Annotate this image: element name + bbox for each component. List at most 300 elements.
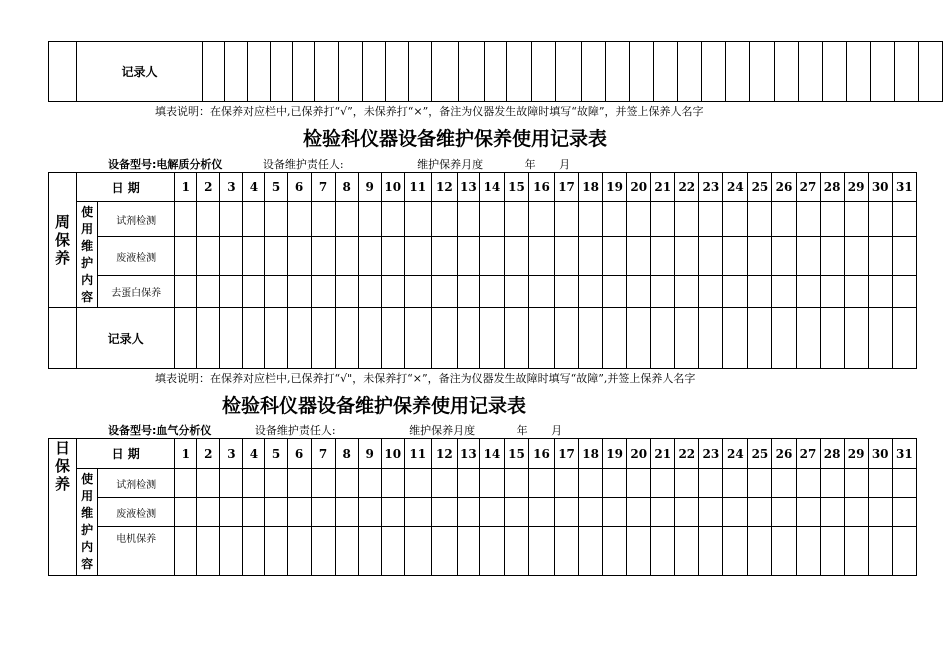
day-cell[interactable] xyxy=(197,276,220,308)
day-cell[interactable] xyxy=(265,202,287,237)
day-cell[interactable] xyxy=(335,469,358,498)
day-cell[interactable] xyxy=(823,42,847,102)
day-cell[interactable] xyxy=(197,527,220,576)
day-cell[interactable] xyxy=(175,202,197,237)
day-cell[interactable] xyxy=(381,237,404,276)
day-cell[interactable] xyxy=(265,237,287,276)
day-cell[interactable] xyxy=(457,308,479,369)
day-cell[interactable] xyxy=(579,527,603,576)
day-cell[interactable] xyxy=(579,276,603,308)
day-cell[interactable] xyxy=(528,527,554,576)
day-cell[interactable] xyxy=(651,276,675,308)
day-cell[interactable] xyxy=(358,237,381,276)
day-cell[interactable] xyxy=(868,202,892,237)
day-cell[interactable] xyxy=(457,498,479,527)
day-number: 16 xyxy=(528,439,554,469)
empty-cell xyxy=(49,42,77,102)
day-cell[interactable] xyxy=(220,202,243,237)
day-cell[interactable] xyxy=(844,469,868,498)
day-cell[interactable] xyxy=(203,42,225,102)
day-cell[interactable] xyxy=(723,237,748,276)
day-cell[interactable] xyxy=(723,202,748,237)
day-cell[interactable] xyxy=(504,202,528,237)
day-number: 18 xyxy=(579,439,603,469)
day-cell[interactable] xyxy=(479,469,504,498)
day-cell[interactable] xyxy=(404,469,431,498)
day-cell[interactable] xyxy=(265,276,287,308)
maintenance-month-label: 维护保养月度 xyxy=(409,424,476,437)
day-cell[interactable] xyxy=(796,276,820,308)
day-cell[interactable] xyxy=(582,42,606,102)
date-label: 日 期 xyxy=(77,173,175,202)
day-cell[interactable] xyxy=(504,276,528,308)
day-cell[interactable] xyxy=(457,202,479,237)
day-cell[interactable] xyxy=(175,237,197,276)
day-cell[interactable] xyxy=(555,237,579,276)
day-cell[interactable] xyxy=(799,42,823,102)
day-cell[interactable] xyxy=(723,469,748,498)
day-cell[interactable] xyxy=(820,237,844,276)
day-cell[interactable] xyxy=(431,469,457,498)
day-cell[interactable] xyxy=(555,308,579,369)
day-cell[interactable] xyxy=(248,42,271,102)
day-cell[interactable] xyxy=(892,527,916,576)
day-number: 29 xyxy=(844,439,868,469)
maintenance-item-row xyxy=(49,237,917,276)
day-number: 8 xyxy=(335,439,358,469)
day-cell[interactable] xyxy=(243,498,265,527)
day-cell[interactable] xyxy=(532,42,556,102)
day-cell[interactable] xyxy=(579,308,603,369)
day-cell[interactable] xyxy=(723,308,748,369)
day-cell[interactable] xyxy=(339,42,363,102)
day-cell[interactable] xyxy=(175,498,197,527)
day-cell[interactable] xyxy=(431,308,457,369)
date-label: 日 期 xyxy=(77,439,175,469)
day-number: 7 xyxy=(311,173,335,202)
day-cell[interactable] xyxy=(748,276,772,308)
day-cell[interactable] xyxy=(243,469,265,498)
day-cell[interactable] xyxy=(627,527,651,576)
day-cell[interactable] xyxy=(678,42,702,102)
day-cell[interactable] xyxy=(220,308,243,369)
day-cell[interactable] xyxy=(895,42,919,102)
day-cell[interactable] xyxy=(271,42,293,102)
day-cell[interactable] xyxy=(699,498,723,527)
day-cell[interactable] xyxy=(748,498,772,527)
day-cell[interactable] xyxy=(528,469,554,498)
day-number: 1 xyxy=(175,439,197,469)
day-cell[interactable] xyxy=(796,498,820,527)
day-cell[interactable] xyxy=(820,276,844,308)
day-cell[interactable] xyxy=(528,308,554,369)
day-cell[interactable] xyxy=(844,276,868,308)
day-cell[interactable] xyxy=(775,42,799,102)
day-cell[interactable] xyxy=(381,308,404,369)
day-cell[interactable] xyxy=(844,308,868,369)
day-cell[interactable] xyxy=(335,237,358,276)
day-cell[interactable] xyxy=(287,469,311,498)
day-cell[interactable] xyxy=(243,276,265,308)
day-cell[interactable] xyxy=(432,42,459,102)
day-cell[interactable] xyxy=(772,527,796,576)
day-cell[interactable] xyxy=(675,308,699,369)
day-cell[interactable] xyxy=(479,276,504,308)
day-cell[interactable] xyxy=(651,202,675,237)
day-cell[interactable] xyxy=(699,308,723,369)
day-cell[interactable] xyxy=(868,237,892,276)
day-cell[interactable] xyxy=(311,527,335,576)
day-cell[interactable] xyxy=(220,527,243,576)
day-number: 13 xyxy=(457,439,479,469)
day-number: 10 xyxy=(381,439,404,469)
day-cell[interactable] xyxy=(197,237,220,276)
day-cell[interactable] xyxy=(675,237,699,276)
day-cell[interactable] xyxy=(287,276,311,308)
day-number: 21 xyxy=(651,173,675,202)
day-cell[interactable] xyxy=(504,527,528,576)
day-cell[interactable] xyxy=(796,527,820,576)
day-cell[interactable] xyxy=(265,469,287,498)
day-cell[interactable] xyxy=(651,498,675,527)
day-cell[interactable] xyxy=(579,469,603,498)
day-cell[interactable] xyxy=(485,42,507,102)
day-cell[interactable] xyxy=(651,308,675,369)
day-cell[interactable] xyxy=(796,237,820,276)
day-cell[interactable] xyxy=(404,276,431,308)
day-cell[interactable] xyxy=(363,42,386,102)
day-cell[interactable] xyxy=(479,498,504,527)
day-cell[interactable] xyxy=(844,237,868,276)
day-number: 10 xyxy=(381,173,404,202)
day-cell[interactable] xyxy=(404,498,431,527)
day-cell[interactable] xyxy=(265,308,287,369)
day-cell[interactable] xyxy=(579,202,603,237)
day-cell[interactable] xyxy=(627,469,651,498)
day-cell[interactable] xyxy=(431,237,457,276)
day-number: 5 xyxy=(265,439,287,469)
day-cell[interactable] xyxy=(892,276,916,308)
day-cell[interactable] xyxy=(243,308,265,369)
day-cell[interactable] xyxy=(479,308,504,369)
day-cell[interactable] xyxy=(772,276,796,308)
day-cell[interactable] xyxy=(479,527,504,576)
day-cell[interactable] xyxy=(699,527,723,576)
day-cell[interactable] xyxy=(459,42,485,102)
day-cell[interactable] xyxy=(675,202,699,237)
day-cell[interactable] xyxy=(868,527,892,576)
day-cell[interactable] xyxy=(748,527,772,576)
day-cell[interactable] xyxy=(579,237,603,276)
day-cell[interactable] xyxy=(335,308,358,369)
day-cell[interactable] xyxy=(651,237,675,276)
day-cell[interactable] xyxy=(287,527,311,576)
day-number: 5 xyxy=(265,173,287,202)
day-cell[interactable] xyxy=(772,308,796,369)
content-label xyxy=(77,469,98,576)
day-cell[interactable] xyxy=(404,202,431,237)
day-cell[interactable] xyxy=(796,308,820,369)
day-cell[interactable] xyxy=(702,42,726,102)
month-label: 月 xyxy=(551,424,563,437)
day-cell[interactable] xyxy=(528,498,554,527)
day-cell[interactable] xyxy=(579,498,603,527)
day-cell[interactable] xyxy=(335,276,358,308)
day-cell[interactable] xyxy=(651,469,675,498)
day-cell[interactable] xyxy=(197,202,220,237)
day-cell[interactable] xyxy=(654,42,678,102)
daily-maintenance-table xyxy=(48,438,917,576)
day-cell[interactable] xyxy=(225,42,248,102)
day-cell[interactable] xyxy=(603,527,627,576)
day-cell[interactable] xyxy=(358,202,381,237)
day-cell[interactable] xyxy=(197,308,220,369)
day-cell[interactable] xyxy=(404,237,431,276)
day-cell[interactable] xyxy=(311,237,335,276)
day-cell[interactable] xyxy=(504,308,528,369)
period-label xyxy=(49,439,77,576)
day-cell[interactable] xyxy=(358,276,381,308)
day-cell[interactable] xyxy=(748,469,772,498)
day-cell[interactable] xyxy=(892,498,916,527)
day-cell[interactable] xyxy=(748,237,772,276)
day-cell[interactable] xyxy=(675,469,699,498)
day-cell[interactable] xyxy=(750,42,775,102)
day-cell[interactable] xyxy=(287,498,311,527)
day-cell[interactable] xyxy=(892,469,916,498)
day-cell[interactable] xyxy=(404,308,431,369)
day-cell[interactable] xyxy=(315,42,339,102)
day-cell[interactable] xyxy=(699,202,723,237)
day-cell[interactable] xyxy=(311,498,335,527)
day-cell[interactable] xyxy=(479,202,504,237)
day-number: 8 xyxy=(335,173,358,202)
day-number: 30 xyxy=(868,173,892,202)
day-cell[interactable] xyxy=(555,498,579,527)
day-cell[interactable] xyxy=(772,498,796,527)
day-cell[interactable] xyxy=(892,237,916,276)
day-cell[interactable] xyxy=(796,202,820,237)
day-cell[interactable] xyxy=(431,527,457,576)
day-cell[interactable] xyxy=(311,276,335,308)
day-cell[interactable] xyxy=(772,202,796,237)
day-cell[interactable] xyxy=(723,276,748,308)
day-cell[interactable] xyxy=(220,237,243,276)
item-label: 电机保养 xyxy=(98,527,175,576)
day-cell[interactable] xyxy=(504,498,528,527)
day-cell[interactable] xyxy=(287,202,311,237)
recorder-label: 记录人 xyxy=(77,42,203,102)
maintenance-month-label: 维护保养月度 xyxy=(417,158,484,171)
day-cell[interactable] xyxy=(892,202,916,237)
day-cell[interactable] xyxy=(528,276,554,308)
period-label xyxy=(49,173,77,308)
day-number: 4 xyxy=(243,173,265,202)
day-cell[interactable] xyxy=(748,202,772,237)
day-cell[interactable] xyxy=(175,469,197,498)
day-cell[interactable] xyxy=(335,202,358,237)
month-label: 月 xyxy=(559,158,571,171)
day-cell[interactable] xyxy=(820,527,844,576)
day-cell[interactable] xyxy=(868,498,892,527)
day-number: 1 xyxy=(175,173,197,202)
day-cell[interactable] xyxy=(651,527,675,576)
year-label: 年 xyxy=(524,158,536,171)
day-cell[interactable] xyxy=(723,498,748,527)
day-number: 16 xyxy=(528,173,554,202)
day-cell[interactable] xyxy=(820,469,844,498)
day-cell[interactable] xyxy=(555,202,579,237)
fill-instructions: 填表说明：在保养对应栏中,已保养打“√”，未保养打“×”，备注为仪器发生故障时填写“故障”，并签上保养人名字 xyxy=(155,105,704,118)
day-cell[interactable] xyxy=(868,308,892,369)
day-number: 28 xyxy=(820,439,844,469)
item-label: 废液检测 xyxy=(98,498,175,527)
day-cell[interactable] xyxy=(197,498,220,527)
day-cell[interactable] xyxy=(358,308,381,369)
day-cell[interactable] xyxy=(311,308,335,369)
day-number: 13 xyxy=(457,173,479,202)
day-cell[interactable] xyxy=(726,42,750,102)
day-cell[interactable] xyxy=(358,469,381,498)
day-cell[interactable] xyxy=(507,42,532,102)
day-cell[interactable] xyxy=(220,469,243,498)
day-cell[interactable] xyxy=(504,237,528,276)
day-cell[interactable] xyxy=(287,308,311,369)
day-cell[interactable] xyxy=(528,237,554,276)
day-cell[interactable] xyxy=(381,202,404,237)
day-cell[interactable] xyxy=(381,469,404,498)
day-cell[interactable] xyxy=(844,202,868,237)
period-label-text: 日保养 xyxy=(55,439,71,493)
device-model: 设备型号:电解质分析仪 xyxy=(108,158,223,171)
day-cell[interactable] xyxy=(265,527,287,576)
day-cell[interactable] xyxy=(431,498,457,527)
day-cell[interactable] xyxy=(772,237,796,276)
day-cell[interactable] xyxy=(311,202,335,237)
day-cell[interactable] xyxy=(603,498,627,527)
day-cell[interactable] xyxy=(699,276,723,308)
day-cell[interactable] xyxy=(868,276,892,308)
day-cell[interactable] xyxy=(847,42,871,102)
day-cell[interactable] xyxy=(175,527,197,576)
day-cell[interactable] xyxy=(606,42,630,102)
day-cell[interactable] xyxy=(871,42,895,102)
day-cell[interactable] xyxy=(457,527,479,576)
day-cell[interactable] xyxy=(772,469,796,498)
day-cell[interactable] xyxy=(293,42,315,102)
content-label xyxy=(77,202,98,308)
day-cell[interactable] xyxy=(627,237,651,276)
day-cell[interactable] xyxy=(220,498,243,527)
day-cell[interactable] xyxy=(386,42,409,102)
day-cell[interactable] xyxy=(699,237,723,276)
day-number: 25 xyxy=(748,439,772,469)
day-cell[interactable] xyxy=(820,202,844,237)
day-cell[interactable] xyxy=(358,527,381,576)
day-cell[interactable] xyxy=(844,498,868,527)
day-cell[interactable] xyxy=(555,527,579,576)
day-cell[interactable] xyxy=(457,237,479,276)
day-cell[interactable] xyxy=(627,202,651,237)
day-cell[interactable] xyxy=(404,527,431,576)
day-cell[interactable] xyxy=(220,276,243,308)
day-cell[interactable] xyxy=(603,308,627,369)
day-cell[interactable] xyxy=(335,527,358,576)
day-cell[interactable] xyxy=(844,527,868,576)
day-cell[interactable] xyxy=(555,276,579,308)
day-cell[interactable] xyxy=(603,469,627,498)
day-cell[interactable] xyxy=(675,527,699,576)
day-cell[interactable] xyxy=(627,276,651,308)
day-cell[interactable] xyxy=(358,498,381,527)
day-cell[interactable] xyxy=(556,42,582,102)
day-cell[interactable] xyxy=(675,276,699,308)
day-cell[interactable] xyxy=(504,469,528,498)
day-cell[interactable] xyxy=(409,42,432,102)
day-cell[interactable] xyxy=(457,276,479,308)
day-cell[interactable] xyxy=(175,308,197,369)
day-cell[interactable] xyxy=(287,237,311,276)
day-cell[interactable] xyxy=(457,469,479,498)
day-cell[interactable] xyxy=(919,42,943,102)
day-cell[interactable] xyxy=(796,469,820,498)
day-cell[interactable] xyxy=(603,237,627,276)
maintenance-item-row xyxy=(49,202,917,237)
day-cell[interactable] xyxy=(820,498,844,527)
day-cell[interactable] xyxy=(243,237,265,276)
recorder-row xyxy=(49,308,917,369)
day-cell[interactable] xyxy=(335,498,358,527)
day-number: 9 xyxy=(358,439,381,469)
day-cell[interactable] xyxy=(479,237,504,276)
day-cell[interactable] xyxy=(820,308,844,369)
day-cell[interactable] xyxy=(627,308,651,369)
day-cell[interactable] xyxy=(603,202,627,237)
day-cell[interactable] xyxy=(381,276,404,308)
day-number: 31 xyxy=(892,173,916,202)
day-cell[interactable] xyxy=(431,202,457,237)
day-cell[interactable] xyxy=(603,276,627,308)
day-cell[interactable] xyxy=(381,498,404,527)
day-cell[interactable] xyxy=(748,308,772,369)
day-number: 14 xyxy=(479,173,504,202)
day-cell[interactable] xyxy=(868,469,892,498)
day-cell[interactable] xyxy=(243,527,265,576)
day-cell[interactable] xyxy=(243,202,265,237)
day-cell[interactable] xyxy=(175,276,197,308)
day-number: 3 xyxy=(220,439,243,469)
item-label: 去蛋白保养 xyxy=(98,276,175,308)
recorder-label: 记录人 xyxy=(77,308,175,369)
day-number: 2 xyxy=(197,173,220,202)
day-cell[interactable] xyxy=(528,202,554,237)
content-label-text: 使用维护内容 xyxy=(81,472,94,571)
day-cell[interactable] xyxy=(892,308,916,369)
day-cell[interactable] xyxy=(723,527,748,576)
day-cell[interactable] xyxy=(627,498,651,527)
day-cell[interactable] xyxy=(197,469,220,498)
day-cell[interactable] xyxy=(311,469,335,498)
year-label: 年 xyxy=(516,424,528,437)
day-cell[interactable] xyxy=(699,469,723,498)
day-cell[interactable] xyxy=(431,276,457,308)
day-cell[interactable] xyxy=(675,498,699,527)
day-cell[interactable] xyxy=(381,527,404,576)
day-cell[interactable] xyxy=(555,469,579,498)
day-number: 22 xyxy=(675,439,699,469)
day-cell[interactable] xyxy=(265,498,287,527)
day-cell[interactable] xyxy=(630,42,654,102)
